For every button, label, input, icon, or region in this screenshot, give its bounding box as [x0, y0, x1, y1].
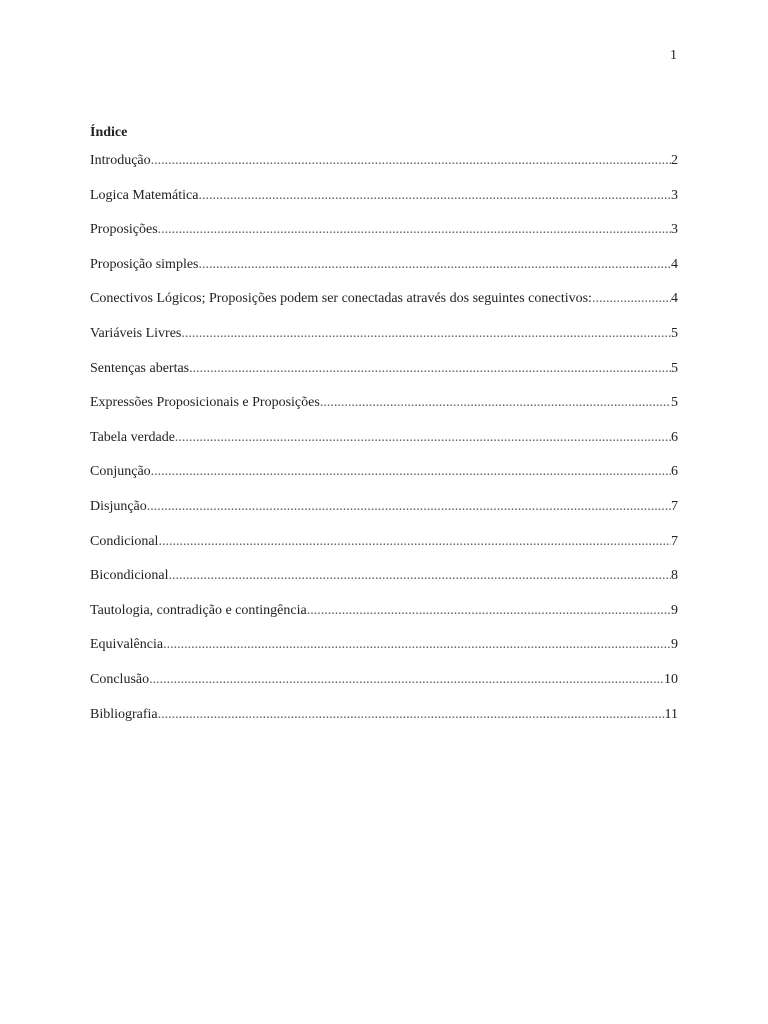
toc-entry[interactable]: [90, 636, 678, 671]
toc-dot-leader: [199, 256, 672, 274]
toc-entry[interactable]: [90, 463, 678, 498]
toc-entry[interactable]: [90, 360, 678, 395]
toc-dot-leader: [592, 290, 671, 308]
toc-entry[interactable]: [90, 602, 678, 637]
toc-dot-leader: [181, 325, 671, 343]
toc-entry[interactable]: [90, 671, 678, 706]
toc-entry-label: Bicondicional: [90, 568, 169, 584]
toc-entry[interactable]: [90, 394, 678, 429]
toc-entry[interactable]: [90, 429, 678, 464]
toc-entry-label: Logica Matemática: [90, 187, 199, 203]
toc-entry-label: Disjunção: [90, 498, 147, 514]
toc-entry-label: Conclusão: [90, 671, 150, 687]
toc-entry-page: 4: [671, 291, 678, 307]
toc-dot-leader: [158, 533, 671, 551]
toc-entry-page: 8: [671, 568, 678, 584]
toc-entry-label: Condicional: [90, 533, 159, 549]
toc-entry-page: 11: [664, 706, 678, 722]
toc-dot-leader: [158, 706, 665, 724]
toc-dot-leader: [320, 394, 671, 412]
toc-entry[interactable]: [90, 706, 678, 741]
toc-entry-label: Expressões Proposicionais e Proposições: [90, 395, 320, 411]
toc-entry-page: 5: [671, 395, 678, 411]
toc-entry-page: 3: [671, 222, 678, 238]
toc-entry-page: 7: [671, 498, 678, 514]
toc-dot-leader: [147, 498, 671, 516]
toc-entry[interactable]: [90, 498, 678, 533]
toc-entry-page: 4: [671, 256, 678, 272]
toc-dot-leader: [158, 221, 671, 239]
table-of-contents: [90, 124, 678, 740]
toc-dot-leader: [151, 463, 671, 481]
toc-entry-label: Equivalência: [90, 637, 164, 653]
toc-entry-page: 10: [664, 671, 678, 687]
page-number: 1: [670, 48, 677, 63]
toc-entry[interactable]: [90, 152, 678, 187]
toc-entry[interactable]: [90, 187, 678, 222]
toc-entry-label: Proposições: [90, 222, 158, 238]
toc-entry-page: 7: [671, 533, 678, 549]
toc-entry-label: Bibliografia: [90, 706, 158, 722]
toc-dot-leader: [307, 602, 671, 620]
toc-dot-leader: [151, 152, 671, 170]
toc-entry-page: 5: [671, 360, 678, 376]
toc-entry-page: 6: [671, 464, 678, 480]
toc-dot-leader: [198, 187, 671, 205]
toc-entry-label: Proposição simples: [90, 256, 199, 272]
toc-entry-label: Variáveis Livres: [90, 325, 182, 341]
toc-entry-page: 2: [671, 153, 678, 168]
toc-entry-page: 5: [671, 325, 678, 341]
toc-entry[interactable]: [90, 567, 678, 602]
toc-entry[interactable]: [90, 325, 678, 360]
toc-entry-label: Conjunção: [90, 464, 151, 480]
toc-entry[interactable]: [90, 290, 678, 325]
toc-entry-page: 6: [671, 429, 678, 445]
toc-entry[interactable]: [90, 256, 678, 291]
toc-entry[interactable]: [90, 533, 678, 568]
toc-entry-label: Tabela verdade: [90, 429, 175, 445]
toc-dot-leader: [175, 429, 671, 447]
toc-entry-page: 3: [671, 187, 678, 203]
toc-dot-leader: [163, 636, 671, 654]
toc-entry-label: Conectivos Lógicos; Proposições podem ser conectadas através dos seguintes conectivos:: [90, 291, 592, 307]
toc-entry-label: Tautologia, contradição e contingência: [90, 602, 307, 618]
toc-dot-leader: [169, 567, 671, 585]
toc-dot-leader: [189, 360, 671, 378]
toc-entry-page: 9: [671, 602, 678, 618]
toc-entry[interactable]: [90, 221, 678, 256]
toc-entry-page: 9: [671, 637, 678, 653]
toc-dot-leader: [149, 671, 664, 689]
toc-list: [90, 152, 678, 740]
toc-entry-label: Sentenças abertas: [90, 360, 190, 376]
toc-title: Índice: [90, 125, 128, 140]
toc-entry-label: Introdução: [90, 153, 151, 168]
